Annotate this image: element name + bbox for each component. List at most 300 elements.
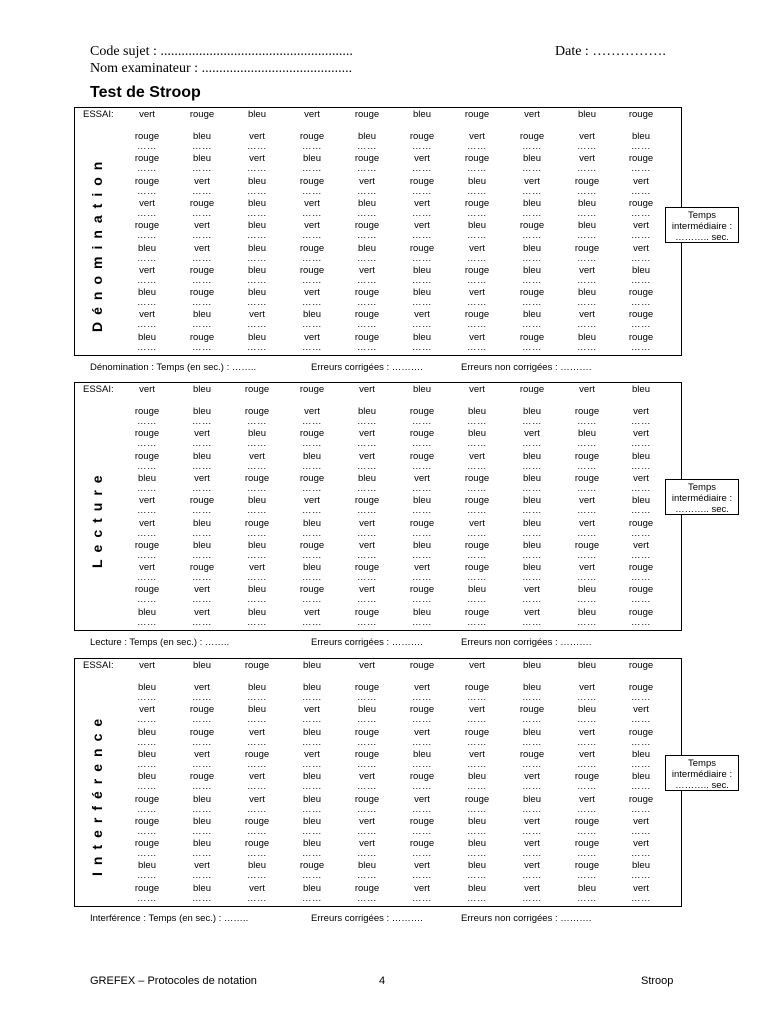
answer-dots: …… xyxy=(412,527,432,539)
stimulus-word: rouge xyxy=(464,539,490,551)
stimulus-word: rouge xyxy=(354,562,380,574)
stimulus-word: bleu xyxy=(248,704,266,716)
stimulus-word: bleu xyxy=(303,882,321,894)
answer-dots: …… xyxy=(192,319,212,331)
stimulus-word: vert xyxy=(249,153,265,165)
stimulus-word: vert xyxy=(304,748,320,760)
stimulus-word: vert xyxy=(414,472,430,484)
stimulus-word: vert xyxy=(524,860,540,872)
stimulus-word: vert xyxy=(414,153,430,165)
stimulus-word: rouge xyxy=(354,153,380,165)
essai-word: vert xyxy=(359,384,375,395)
stimulus-word: bleu xyxy=(248,220,266,232)
stimulus-word: vert xyxy=(414,220,430,232)
answer-dots: …… xyxy=(192,482,212,494)
stimulus-word: bleu xyxy=(248,331,266,343)
stimulus-word: rouge xyxy=(628,562,654,574)
stimulus-word: bleu xyxy=(248,175,266,187)
stimulus-word: vert xyxy=(139,495,155,507)
summary-time: Dénomination : Temps (en sec.) : …….. xyxy=(90,362,257,373)
stimulus-word: vert xyxy=(249,131,265,142)
summary-corrected-errors: Erreurs corrigées : ………. xyxy=(311,362,423,373)
stimulus-word: bleu xyxy=(303,815,321,827)
stimulus-word: bleu xyxy=(138,682,156,693)
answer-dots: …… xyxy=(522,549,542,561)
stimulus-word: rouge xyxy=(574,450,600,462)
answer-dots: …… xyxy=(357,892,377,904)
answer-dots: …… xyxy=(522,416,542,427)
answer-dots: …… xyxy=(357,141,377,152)
stimulus-word: bleu xyxy=(358,472,376,484)
answer-dots: …… xyxy=(522,207,542,219)
answer-dots: …… xyxy=(137,527,157,539)
answer-dots: …… xyxy=(412,616,432,628)
summary-uncorrected-errors: Erreurs non corrigées : ………. xyxy=(461,637,592,648)
stimulus-word: bleu xyxy=(358,860,376,872)
answer-dots: …… xyxy=(357,274,377,286)
stimulus-word: bleu xyxy=(523,153,541,165)
stimulus-word: vert xyxy=(579,726,595,738)
answer-dots: …… xyxy=(192,803,212,815)
answer-dots: …… xyxy=(137,207,157,219)
stimulus-word: rouge xyxy=(628,309,654,321)
stimulus-word: vert xyxy=(469,242,485,254)
answer-dots: …… xyxy=(467,185,487,197)
answer-dots: …… xyxy=(137,781,157,793)
answer-dots: …… xyxy=(467,892,487,904)
answer-dots: …… xyxy=(412,870,432,882)
stimulus-word: vert xyxy=(579,495,595,507)
stimulus-word: rouge xyxy=(574,472,600,484)
stimulus-word: vert xyxy=(249,726,265,738)
answer-dots: …… xyxy=(631,163,651,175)
stimulus-word: vert xyxy=(633,838,649,850)
stimulus-word: vert xyxy=(139,264,155,276)
stimulus-word: bleu xyxy=(523,406,541,417)
answer-dots: …… xyxy=(631,870,651,882)
stimulus-word: vert xyxy=(414,793,430,805)
stimulus-word: bleu xyxy=(138,860,156,872)
stimulus-word: bleu xyxy=(248,242,266,254)
answer-dots: …… xyxy=(522,460,542,472)
stimulus-word: rouge xyxy=(628,287,654,299)
answer-dots: …… xyxy=(522,714,542,726)
answer-dots: …… xyxy=(247,825,267,837)
answer-dots: …… xyxy=(467,319,487,331)
stimulus-word: vert xyxy=(304,495,320,507)
answer-dots: …… xyxy=(577,460,597,472)
stimulus-word: bleu xyxy=(248,495,266,507)
stimulus-word: rouge xyxy=(574,539,600,551)
answer-dots: …… xyxy=(631,527,651,539)
stimulus-word: rouge xyxy=(574,838,600,850)
stimulus-word: vert xyxy=(633,882,649,894)
answer-dots: …… xyxy=(412,207,432,219)
answer-dots: …… xyxy=(357,482,377,494)
section-vertical-label: Lecture xyxy=(89,468,105,568)
answer-dots: …… xyxy=(631,549,651,561)
essai-word: bleu xyxy=(523,660,541,671)
answer-dots: …… xyxy=(247,341,267,353)
answer-dots: …… xyxy=(192,848,212,860)
stimulus-word: rouge xyxy=(299,175,325,187)
answer-dots: …… xyxy=(247,572,267,584)
answer-dots: …… xyxy=(247,252,267,264)
stimulus-word: vert xyxy=(304,331,320,343)
stimulus-word: rouge xyxy=(464,726,490,738)
stimulus-word: bleu xyxy=(468,406,486,417)
stimulus-word: rouge xyxy=(354,793,380,805)
answer-dots: …… xyxy=(467,616,487,628)
stimulus-word: vert xyxy=(194,584,210,596)
stimulus-word: rouge xyxy=(409,406,435,417)
stimulus-word: bleu xyxy=(248,682,266,693)
stimulus-word: rouge xyxy=(354,726,380,738)
stimulus-word: rouge xyxy=(574,406,600,417)
answer-dots: …… xyxy=(302,825,322,837)
section-vertical-label: Interférence xyxy=(89,711,105,877)
answer-dots: …… xyxy=(192,594,212,606)
answer-dots: …… xyxy=(302,692,322,703)
stimulus-word: vert xyxy=(304,287,320,299)
essai-word: vert xyxy=(524,109,540,120)
stimulus-word: vert xyxy=(194,472,210,484)
stimulus-word: rouge xyxy=(244,472,270,484)
essai-word: vert xyxy=(469,660,485,671)
stimulus-word: bleu xyxy=(632,748,650,760)
stimulus-word: bleu xyxy=(193,838,211,850)
answer-dots: …… xyxy=(522,482,542,494)
stimulus-word: bleu xyxy=(468,838,486,850)
stimulus-word: bleu xyxy=(632,450,650,462)
answer-dots: …… xyxy=(412,781,432,793)
answer-dots: …… xyxy=(522,252,542,264)
intermediate-time-box xyxy=(665,479,739,515)
stimulus-word: vert xyxy=(633,704,649,716)
answer-dots: …… xyxy=(302,549,322,561)
answer-dots: …… xyxy=(522,163,542,175)
answer-dots: …… xyxy=(577,870,597,882)
answer-dots: …… xyxy=(192,870,212,882)
answer-dots: …… xyxy=(467,825,487,837)
answer-dots: …… xyxy=(247,848,267,860)
answer-dots: …… xyxy=(631,252,651,264)
answer-dots: …… xyxy=(192,781,212,793)
answer-dots: …… xyxy=(302,141,322,152)
answer-dots: …… xyxy=(302,207,322,219)
stimulus-word: vert xyxy=(249,309,265,321)
stimulus-word: rouge xyxy=(628,331,654,343)
stimulus-word: rouge xyxy=(409,428,435,440)
section-lecture xyxy=(74,382,682,631)
essai-word: vert xyxy=(139,109,155,120)
stimulus-word: vert xyxy=(469,704,485,716)
stimulus-word: rouge xyxy=(519,220,545,232)
answer-dots: …… xyxy=(247,460,267,472)
footer-left: GREFEX – Protocoles de notation xyxy=(90,975,257,987)
stimulus-word: bleu xyxy=(578,584,596,596)
page-number: 4 xyxy=(379,975,386,987)
stimulus-word: vert xyxy=(304,220,320,232)
stimulus-word: vert xyxy=(633,220,649,232)
stimulus-word: rouge xyxy=(354,748,380,760)
intermediate-time-text: Temps xyxy=(688,758,716,769)
stimulus-word: vert xyxy=(304,704,320,716)
stimulus-word: vert xyxy=(359,539,375,551)
answer-dots: …… xyxy=(357,460,377,472)
answer-dots: …… xyxy=(302,460,322,472)
stimulus-word: bleu xyxy=(193,539,211,551)
answer-dots: …… xyxy=(577,803,597,815)
stimulus-word: bleu xyxy=(632,131,650,142)
stimulus-word: rouge xyxy=(409,131,435,142)
answer-dots: …… xyxy=(577,505,597,517)
answer-dots: …… xyxy=(137,714,157,726)
stimulus-word: rouge xyxy=(134,838,160,850)
stimulus-word: vert xyxy=(304,197,320,209)
stimulus-word: vert xyxy=(139,517,155,529)
answer-dots: …… xyxy=(247,141,267,152)
essai-word: rouge xyxy=(519,384,545,395)
answer-dots: …… xyxy=(631,692,651,703)
stimulus-word: rouge xyxy=(354,287,380,299)
stimulus-word: bleu xyxy=(358,131,376,142)
answer-dots: …… xyxy=(577,758,597,770)
answer-dots: …… xyxy=(522,141,542,152)
stimulus-word: vert xyxy=(469,287,485,299)
stimulus-word: vert xyxy=(414,562,430,574)
essai-word: bleu xyxy=(413,384,431,395)
stimulus-word: rouge xyxy=(574,815,600,827)
answer-dots: …… xyxy=(137,549,157,561)
stimulus-word: rouge xyxy=(244,748,270,760)
answer-dots: …… xyxy=(302,416,322,427)
answer-dots: …… xyxy=(467,803,487,815)
answer-dots: …… xyxy=(577,825,597,837)
stimulus-word: vert xyxy=(579,153,595,165)
stimulus-word: bleu xyxy=(193,517,211,529)
stimulus-word: rouge xyxy=(464,682,490,693)
stimulus-word: bleu xyxy=(523,197,541,209)
answer-dots: …… xyxy=(247,207,267,219)
stimulus-word: bleu xyxy=(523,495,541,507)
answer-dots: …… xyxy=(522,274,542,286)
answer-dots: …… xyxy=(137,297,157,309)
answer-dots: …… xyxy=(522,616,542,628)
answer-dots: …… xyxy=(357,616,377,628)
stimulus-word: bleu xyxy=(413,287,431,299)
stimulus-word: vert xyxy=(139,197,155,209)
stimulus-word: vert xyxy=(633,406,649,417)
stimulus-word: bleu xyxy=(578,220,596,232)
stimulus-word: rouge xyxy=(189,331,215,343)
answer-dots: …… xyxy=(577,141,597,152)
stimulus-word: bleu xyxy=(578,704,596,716)
answer-dots: …… xyxy=(631,207,651,219)
stimulus-word: vert xyxy=(469,748,485,760)
answer-dots: …… xyxy=(412,416,432,427)
answer-dots: …… xyxy=(412,141,432,152)
answer-dots: …… xyxy=(467,781,487,793)
answer-dots: …… xyxy=(192,505,212,517)
summary-corrected-errors: Erreurs corrigées : ………. xyxy=(311,637,423,648)
stimulus-word: rouge xyxy=(409,517,435,529)
summary-time: Interférence : Temps (en sec.) : …….. xyxy=(90,913,249,924)
stimulus-word: bleu xyxy=(248,428,266,440)
answer-dots: …… xyxy=(412,736,432,748)
stimulus-word: rouge xyxy=(628,606,654,618)
answer-dots: …… xyxy=(357,341,377,353)
stimulus-word: rouge xyxy=(519,131,545,142)
answer-dots: …… xyxy=(577,252,597,264)
stimulus-word: rouge xyxy=(628,153,654,165)
stimulus-word: rouge xyxy=(299,428,325,440)
stimulus-word: bleu xyxy=(248,539,266,551)
stimulus-word: bleu xyxy=(303,153,321,165)
answer-dots: …… xyxy=(631,505,651,517)
answer-dots: …… xyxy=(192,207,212,219)
answer-dots: …… xyxy=(412,594,432,606)
answer-dots: …… xyxy=(631,892,651,904)
stimulus-word: vert xyxy=(414,882,430,894)
stimulus-word: rouge xyxy=(464,562,490,574)
essai-word: vert xyxy=(139,660,155,671)
examiner-name-field: Nom examinateur : ........................................... xyxy=(90,61,353,76)
stimulus-word: bleu xyxy=(578,197,596,209)
essai-word: rouge xyxy=(244,660,270,671)
stimulus-word: bleu xyxy=(413,331,431,343)
answer-dots: …… xyxy=(522,230,542,242)
stimulus-word: vert xyxy=(579,748,595,760)
answer-dots: …… xyxy=(522,594,542,606)
summary-time: Lecture : Temps (en sec.) : …….. xyxy=(90,637,230,648)
answer-dots: …… xyxy=(577,714,597,726)
answer-dots: …… xyxy=(522,758,542,770)
answer-dots: …… xyxy=(247,803,267,815)
summary-uncorrected-errors: Erreurs non corrigées : ………. xyxy=(461,362,592,373)
stimulus-word: vert xyxy=(579,793,595,805)
answer-dots: …… xyxy=(467,274,487,286)
answer-dots: …… xyxy=(412,482,432,494)
stimulus-word: vert xyxy=(194,682,210,693)
stimulus-word: bleu xyxy=(358,406,376,417)
page-title: Test de Stroop xyxy=(90,84,201,101)
answer-dots: …… xyxy=(357,758,377,770)
answer-dots: …… xyxy=(357,781,377,793)
essai-label: ESSAI: xyxy=(83,660,114,671)
answer-dots: …… xyxy=(357,870,377,882)
intermediate-time-text: Temps xyxy=(688,210,716,221)
essai-word: rouge xyxy=(299,384,325,395)
answer-dots: …… xyxy=(137,230,157,242)
stimulus-word: vert xyxy=(524,771,540,783)
answer-dots: …… xyxy=(302,572,322,584)
answer-dots: …… xyxy=(412,319,432,331)
stimulus-word: rouge xyxy=(409,704,435,716)
stimulus-word: bleu xyxy=(523,682,541,693)
stimulus-word: rouge xyxy=(134,793,160,805)
stimulus-word: vert xyxy=(469,131,485,142)
stimulus-word: bleu xyxy=(413,495,431,507)
answer-dots: …… xyxy=(137,460,157,472)
answer-dots: …… xyxy=(412,572,432,584)
stimulus-word: vert xyxy=(469,331,485,343)
essai-word: bleu xyxy=(413,109,431,120)
answer-dots: …… xyxy=(412,230,432,242)
answer-dots: …… xyxy=(247,185,267,197)
answer-dots: …… xyxy=(247,505,267,517)
answer-dots: …… xyxy=(631,572,651,584)
stimulus-word: bleu xyxy=(578,428,596,440)
answer-dots: …… xyxy=(522,341,542,353)
answer-dots: …… xyxy=(192,616,212,628)
answer-dots: …… xyxy=(137,848,157,860)
answer-dots: …… xyxy=(522,736,542,748)
stimulus-word: bleu xyxy=(578,331,596,343)
answer-dots: …… xyxy=(302,274,322,286)
answer-dots: …… xyxy=(467,297,487,309)
answer-dots: …… xyxy=(137,319,157,331)
essai-word: vert xyxy=(579,384,595,395)
stimulus-word: rouge xyxy=(244,815,270,827)
answer-dots: …… xyxy=(302,252,322,264)
answer-dots: …… xyxy=(247,274,267,286)
stimulus-word: rouge xyxy=(574,175,600,187)
answer-dots: …… xyxy=(522,825,542,837)
stimulus-word: rouge xyxy=(628,197,654,209)
stimulus-word: vert xyxy=(304,606,320,618)
answer-dots: …… xyxy=(577,274,597,286)
stimulus-word: bleu xyxy=(303,726,321,738)
stimulus-word: rouge xyxy=(464,197,490,209)
essai-word: rouge xyxy=(409,660,435,671)
answer-dots: …… xyxy=(247,416,267,427)
stimulus-word: bleu xyxy=(413,606,431,618)
answer-dots: …… xyxy=(467,714,487,726)
stimulus-word: rouge xyxy=(299,472,325,484)
answer-dots: …… xyxy=(302,527,322,539)
answer-dots: …… xyxy=(412,460,432,472)
answer-dots: …… xyxy=(302,803,322,815)
answer-dots: …… xyxy=(137,736,157,748)
stimulus-word: rouge xyxy=(189,197,215,209)
answer-dots: …… xyxy=(577,341,597,353)
stimulus-word: vert xyxy=(633,815,649,827)
answer-dots: …… xyxy=(522,319,542,331)
stimulus-word: vert xyxy=(524,815,540,827)
stimulus-word: bleu xyxy=(632,860,650,872)
answer-dots: …… xyxy=(302,505,322,517)
stimulus-word: rouge xyxy=(464,309,490,321)
answer-dots: …… xyxy=(357,505,377,517)
stimulus-word: vert xyxy=(359,815,375,827)
stimulus-word: vert xyxy=(524,175,540,187)
stimulus-word: vert xyxy=(579,264,595,276)
stimulus-word: bleu xyxy=(193,815,211,827)
answer-dots: …… xyxy=(412,505,432,517)
answer-dots: …… xyxy=(357,594,377,606)
answer-dots: …… xyxy=(467,870,487,882)
stimulus-word: rouge xyxy=(574,771,600,783)
stimulus-word: vert xyxy=(524,428,540,440)
answer-dots: …… xyxy=(522,870,542,882)
stimulus-word: vert xyxy=(194,428,210,440)
answer-dots: …… xyxy=(631,438,651,450)
stimulus-word: rouge xyxy=(354,495,380,507)
answer-dots: …… xyxy=(467,692,487,703)
stimulus-word: vert xyxy=(414,309,430,321)
answer-dots: …… xyxy=(522,848,542,860)
